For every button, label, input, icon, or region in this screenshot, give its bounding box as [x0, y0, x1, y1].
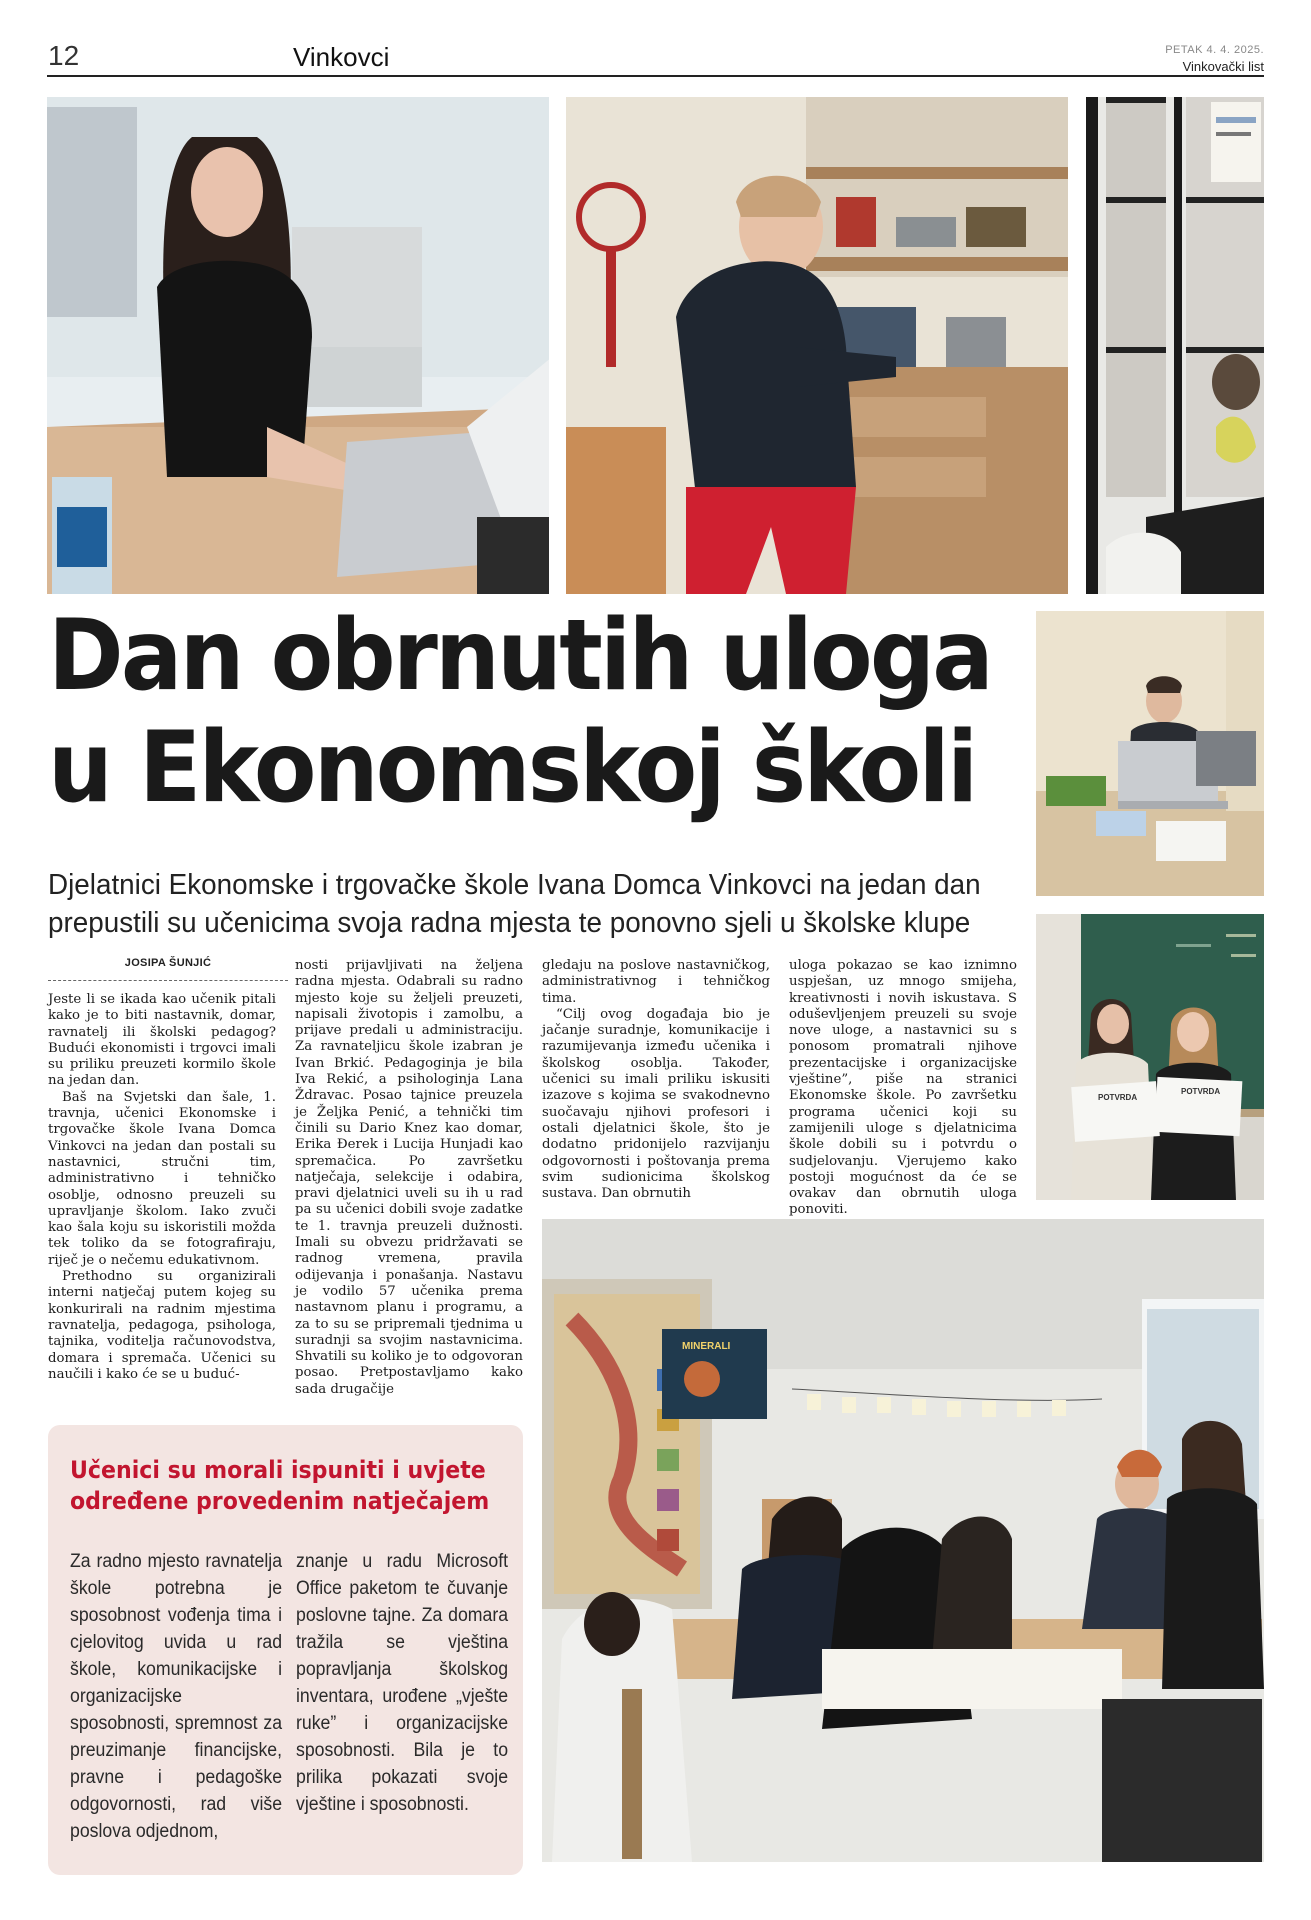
page-number: 12 — [48, 40, 80, 71]
section-title: Vinkovci — [293, 42, 390, 72]
certificate-label-left: POTVRDA — [1098, 1093, 1138, 1102]
byline-rule — [48, 980, 288, 981]
photo-classroom — [542, 1219, 1264, 1862]
article-column-1 — [48, 992, 276, 1383]
info-box-column-2: znanje u radu Microsoft Office paketom te čuvanje poslovne tajne. Za domara tražila se vještina popravljanja školskog inventara, urođene „vješte ruke” i organizacijske sposobnosti. Bila je to prilika pokazati svoje vještine i sposobnosti. — [296, 1551, 509, 1815]
article-column-4 — [789, 958, 1017, 1219]
issue-date: PETAK 4. 4. 2025. — [1165, 44, 1264, 56]
byline: JOSIPA ŠUNJIĆ — [124, 957, 212, 969]
info-box-title-line-2: određene provedenim natječajem — [70, 1487, 490, 1515]
photo-student-at-laptop — [47, 97, 549, 594]
info-box-column-1: Za radno mjesto ravnatelja škole potrebna je sposobnost vođenja tima i cjelovitog uvida u rad škole, komunikacijske i organizacijske sposobnosti, spremnost za preuzimanje financijske, pravne i pedagoške odgovornosti, rad više poslova odjednom, — [70, 1551, 283, 1842]
subheadline: Djelatnici Ekonomske i trgovačke škole Ivana Domca Vinkovci na jedan dan prepustili su učenicima svoja radna mjesta te ponovno sjeli u školske klupe — [48, 869, 981, 939]
article-column-2 — [295, 958, 523, 1398]
article-paragraph: uloga pokazao se kao iznimno uspješan, uz mnogo smijeha, kreativnosti i novih iskustava. S oduševljenjem preuzeli su svoje nove uloge, a nastavnici su s ponosom promatrali njihove prezentacijske i organizacijske vještine”, piše na stranici Ekonomske škole. Po završetku programa učenici koji su zamijenili uloge s djelatnicima škole dobili su i potvrdu o sudjelovanju. Vjerujemo kako postoji mogućnost da će se ovakav dan obrnutih uloga ponoviti. — [789, 958, 1017, 1218]
headline — [48, 599, 992, 825]
article-paragraph: Prethodno su organizirali interni natječaj putem kojeg su konkurirali na radnim mjestima ravnatelja, pedagoga, psihologa, tajnika, voditelja računovodstva, domara i spremača. Učenici su naučili i kako će se u buduć- — [48, 1269, 276, 1382]
photo-glass-door — [1086, 97, 1264, 594]
photo-girls-with-certificates — [1036, 914, 1264, 1200]
article-column-3 — [542, 958, 770, 1202]
info-box-title-line-1: Učenici su morali ispuniti i uvjete — [70, 1456, 486, 1484]
headline-line-2: u Ekonomskoj školi — [48, 711, 976, 825]
header-rule — [47, 75, 1264, 77]
photo-student-in-office — [1036, 611, 1264, 896]
article-paragraph: Baš na Svjetski dan šale, 1. travnja, učenici Ekonomske i trgovačke škole Ivana Domca Vinkovci na jedan dan postali su nastavnici, stručni tim, administrativno i tehničko osoblje, odnosno preuzeli su upravljanje školom. Iako zvuči kao šala koju su iskoristili možda tek toliko da se fotografiraju, riječ je o nečemu edukativnom. — [48, 1089, 276, 1268]
poster-label: MINERALI — [682, 1341, 731, 1352]
article-paragraph: Jeste li se ikada kao učenik pitali kako je to biti nastavnik, domar, ravnatelj ili školski pedagog? Budući ekonomisti i trgovci imali su priliku preuzeti kormilo škole na jedan dan. — [48, 992, 276, 1089]
photo-student-at-workbench — [566, 97, 1068, 594]
info-box-title — [70, 1455, 490, 1517]
article-paragraph: gledaju na poslove nastavničkog, administrativnog i tehničkog tima. — [542, 958, 770, 1006]
publication-name: Vinkovački list — [1182, 59, 1264, 74]
certificate-label-right: POTVRDA — [1181, 1087, 1221, 1096]
article-paragraph: nosti prijavljivati na željena radna mjesta. Odabrali su radno mjesto koje su željeli preuzeti, napisali životopis i zamolbu, a prijave predali u administraciju. Za ravnateljicu škole izabran je Ivan Brkić. Pedagoginja je bila Iva Rekić, a psihologinja Lana Ždravac. Posao tajnice preuzela je Željka Penić, a tehnički tim činili su Dario Knez kao domar, Erika Đerek i Lucija Hunjadi kao spremačica. Po završetku natječaja, selekcije i odabira, pravi djelatnici uveli su ih u rad pa su učenici dobili svoje zadatke te 1. travnja preuzeli dužnosti. Imali su obvezu pridržavati se radnog vremena, pravila odijevanja i ponašanja. Nastavu je vodilo 57 učenika prema nastavnom planu i programu, a za to su se pripremali tjednima u suradnji sa svojim nastavnicima. Shvatili su koliko je to odgovoran posao. Pretpostavljamo kako sada drugačije — [295, 958, 523, 1397]
article-paragraph: “Cilj ovog događaja bio je jačanje suradnje, komunikacije i razumijevanja između učenika i školskog osoblja. Također, učenici su imali priliku iskusiti izazove s kojima se svakodnevno suočavaju njihovi profesori i ostali djelatnici škole, što je dodatno pridonijelo razvijanju odgovornosti i poštovanja prema svim sudionicima školskog sustava. Dan obrnutih — [542, 1006, 770, 1202]
headline-line-1: Dan obrnutih uloga — [48, 599, 992, 713]
